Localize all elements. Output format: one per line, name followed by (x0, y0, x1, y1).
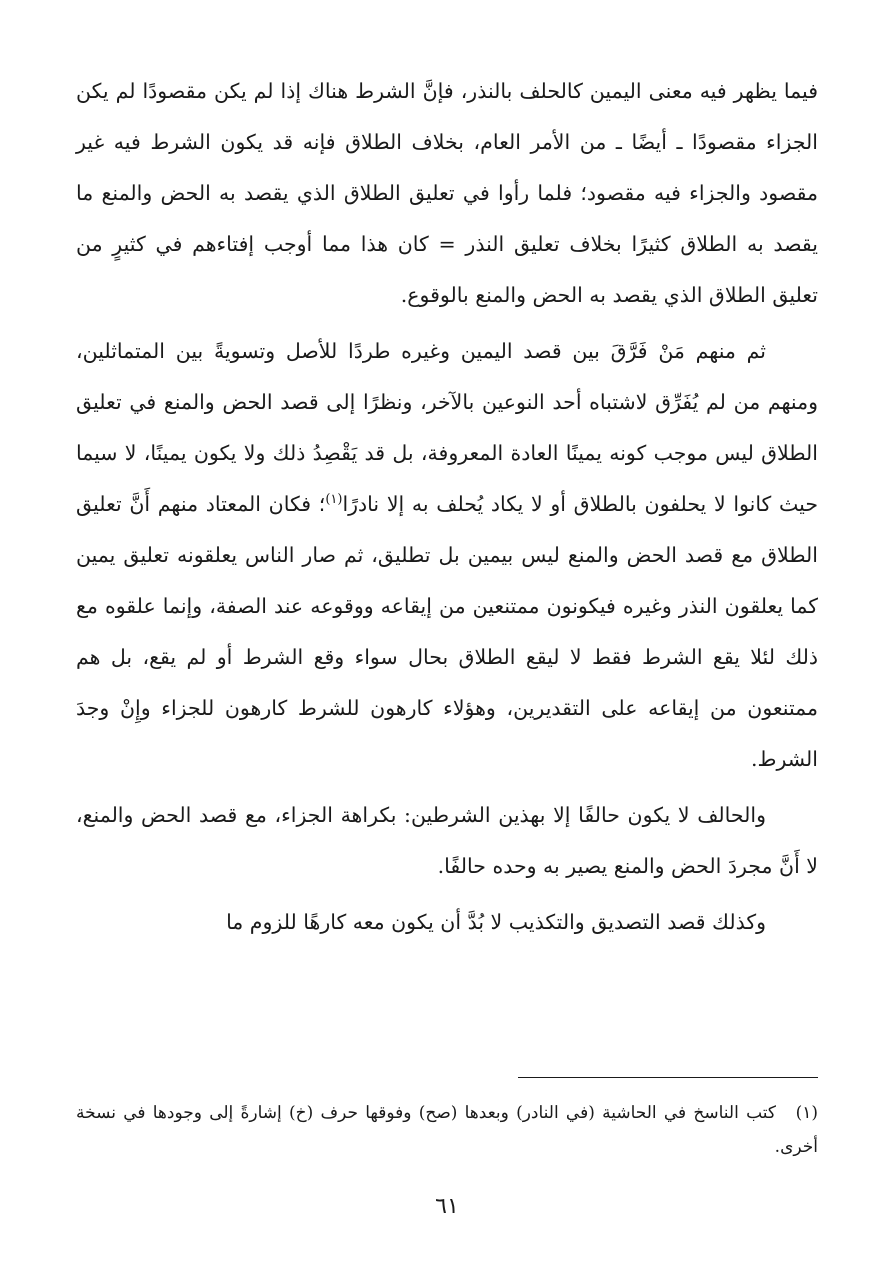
page-number: ٦١ (435, 1194, 459, 1219)
paragraph-4-text: وكذلك قصد التصديق والتكذيب لا بُدَّ أن يكون معه كارهًا للزوم ما (226, 910, 766, 934)
paragraph-2 (76, 326, 818, 785)
paragraph-2-text-after-ref: ؛ فكان المعتاد منهم أَنَّ تعليق الطلاق مع قصد الحض والمنع ليس بيمين بل تطليق، ثم صار الناس يعلقونه تعليق يمين كما يعلقون النذر وغيره فيكونون ممتنعين من إيقاعه ووقوعه عند الصفة، وإنما علقوه مع ذلك لئلا يقع الشرط فقط لا ليقع الطلاق بحال سواء وقع الشرط أو لم يقع، بل هم ممتنعون من إيقاعه على التقديرين، وهؤلاء كارهون للشرط كارهون للجزاء وإِنْ وجدَ الشرط. (76, 492, 818, 771)
paragraph-1-text: فيما يظهر فيه معنى اليمين كالحلف بالنذر، فإنَّ الشرط هناك إذا لم يكن مقصودًا لم يكن الجزاء مقصودًا ـ أيضًا ـ من الأمر العام، بخلاف الطلاق فإنه قد يكون الشرط فيه غير مقصود والجزاء فيه مقصود؛ فلما رأوا في تعليق الطلاق الذي يقصد به الحض والمنع ما يقصد به الطلاق كثيرًا بخلاف تعليق النذر = كان هذا مما أوجب إفتاءهم في كثيرٍ من تعليق الطلاق الذي يقصد به الحض والمنع بالوقوع. (76, 79, 818, 307)
footnote-marker: (١) (795, 1103, 818, 1123)
paragraph-3-text: والحالف لا يكون حالفًا إلا بهذين الشرطين: بكراهة الجزاء، مع قصد الحض والمنع، لا أَنَّ مجردَ الحض والمنع يصير به وحده حالفًا. (76, 803, 818, 878)
paragraph-2-text-before-ref: ثم منهم مَنْ فَرَّقَ بين قصد اليمين وغيره طردًا للأصل وتسويةً بين المتماثلين، ومنهم من لم يُفَرِّق لاشتباه أحد النوعين بالآخر، ونظرًا إلى قصد الحض والمنع في تعليق الطلاق ليس موجب كونه يمينًا العادة المعروفة، بل قد يَقْصِدُ ذلك ولا يكون يمينًا، لا سيما حيث كانوا لا يحلفون بالطلاق أو لا يكاد يُحلف به إلا نادرًا (76, 339, 819, 516)
book-page (76, 66, 818, 1266)
paragraph-3 (76, 790, 818, 892)
footnote (76, 1096, 818, 1164)
paragraph-4 (76, 897, 818, 948)
paragraph-1 (76, 66, 818, 321)
footnote-text: كتب الناسخ في الحاشية (في النادر) وبعدها (صح) وفوقها حرف (خ) إشارةً إلى وجودها في نسخة أخرى. (76, 1103, 818, 1157)
main-text-block (76, 66, 818, 948)
footnote-reference[interactable]: (١) (325, 492, 343, 508)
footnote-separator (518, 1077, 818, 1078)
